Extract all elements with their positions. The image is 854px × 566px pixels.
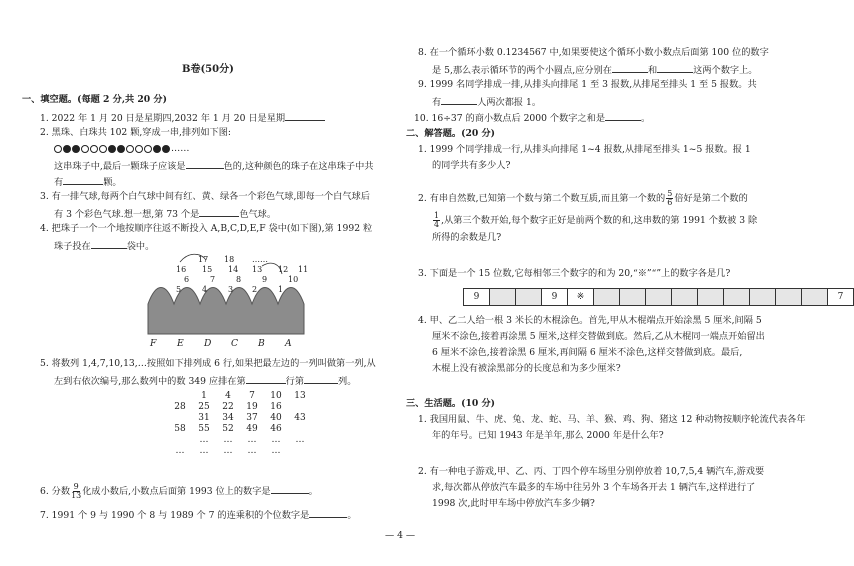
black-bead (162, 145, 170, 153)
table-cell: 40 (270, 413, 282, 423)
q1-5-line2: 左到右依次编号,那么数列中的数 349 应排在第 行第 列。 (54, 376, 357, 387)
figure-number: 15 (202, 265, 213, 274)
table-cell: 25 (198, 402, 210, 412)
figure-number: 10 (288, 275, 299, 284)
digit-box: 9 (541, 288, 568, 306)
digit-box: 7 (827, 288, 854, 306)
table-cell: 16 (270, 402, 282, 412)
table-cell: 58 (174, 424, 186, 434)
section-2-title: 二、解答题。(20 分) (406, 128, 495, 139)
white-bead (135, 145, 143, 153)
digit-box (515, 288, 542, 306)
q2-1-line2: 的同学共有多少人? (432, 160, 511, 171)
q2-2-line1: 2. 有串自然数,已知第一个数与第二个数互质,而且第一个数的 $\frac{5}{6}$ 倍好是第二个数的 (418, 189, 748, 207)
table-cell (288, 424, 312, 435)
bag-label-b: B (258, 338, 265, 349)
q1-8-line2: 是 5,那么表示循环节的两个小圆点,应分别在 和 这两个数字上。 (432, 65, 758, 76)
table-cell: 31 (198, 413, 210, 423)
black-bead (117, 145, 125, 153)
table-cell: … (247, 446, 257, 456)
fifteen-digit-boxes (464, 288, 854, 306)
q2-2-line3: 所得的余数是几? (432, 232, 502, 243)
figure-number: 9 (262, 275, 268, 284)
table-cell: 1 (201, 391, 207, 401)
table-cell: 10 (270, 391, 282, 401)
bag-label-a: A (285, 338, 292, 349)
table-cell: … (175, 446, 185, 456)
table-cell: … (199, 435, 209, 445)
table-cell: … (223, 435, 233, 445)
digit-box (749, 288, 776, 306)
q2-4-line3: 6 厘米不涂色,接着涂黑 6 厘米,再间隔 6 厘米不涂色,这样交替做到底。最后, (432, 347, 743, 358)
q2-3-line1: 3. 下面是一个 15 位数,它每相邻三个数字的和为 20,“※”“”上的数字各是几? (418, 268, 731, 279)
q2-4-line2: 厘米不涂色,接着再涂黑 5 厘米,这样交替做到底。然后,乙从木棍同一端点开始留出 (432, 331, 765, 342)
q2-4-line4: 木棍上没有被涂黑部分的长度总和为多少厘米? (432, 363, 621, 374)
table-row (168, 413, 312, 424)
digit-box (593, 288, 620, 306)
q1-1: 1. 2022 年 1 月 20 日是星期四,2032 年 1 月 20 日是星期 (40, 111, 325, 125)
q1-8-line1: 8. 在一个循环小数 0.1234567 中,如果要使这个循环小数小数点后面第 100 位的数字 (418, 47, 769, 58)
q1-7: 7. 1991 个 9 与 1990 个 8 与 1989 个 7 的连乘积的个位数字是 。 (40, 510, 357, 521)
table-cell: 13 (294, 391, 306, 401)
bead-ellipsis: …… (171, 143, 190, 154)
table-row (168, 446, 312, 457)
bead-sequence (54, 143, 189, 155)
table-cell: … (271, 435, 281, 445)
table-cell: … (295, 435, 305, 445)
q1-2-line2: 这串珠子中,最后一颗珠子应该是 色的,这种颜色的珠子在这串珠子中共 (54, 161, 374, 172)
q1-4-line2: 珠子投在 袋中。 (54, 241, 155, 252)
q3-2-line1: 2. 有一种电子游戏,甲、乙、丙、丁四个停车场里分别停放着 10,7,5,4 辆汽车,游戏要 (418, 466, 765, 477)
digit-box (801, 288, 828, 306)
table-cell: 19 (246, 402, 258, 412)
figure-number: 5 (176, 285, 182, 294)
figure-number: 16 (176, 265, 187, 274)
q1-5-line1: 5. 将数列 1,4,7,10,13,…按照如下排列成 6 行,如果把最左边的一列叫做第一列,从 (40, 358, 376, 369)
black-bead (63, 145, 71, 153)
digit-box (723, 288, 750, 306)
section-1-title: 一、填空题。(每题 2 分,共 20 分) (22, 94, 167, 105)
page-title: B卷(50分) (182, 64, 234, 75)
table-cell: … (271, 446, 281, 456)
digit-box: ※ (567, 288, 594, 306)
bag-label-e: E (177, 338, 184, 349)
figure-number: 13 (252, 265, 263, 274)
q2-2-line2: $\frac{1}{4}$ ,从第三个数开始,每个数字正好是前两个数的和,这串数的第 1991 个数被 3 除 (434, 211, 758, 229)
digit-box (645, 288, 672, 306)
bag-label-f: F (150, 338, 157, 349)
white-bead (90, 145, 98, 153)
figure-number: 8 (236, 275, 242, 284)
q2-4-line1: 4. 甲、乙二人给一根 3 米长的木棍涂色。首先,甲从木棍端点开始涂黑 5 厘米,间隔 5 (418, 315, 762, 326)
table-cell: 46 (270, 424, 282, 434)
white-bead (99, 145, 107, 153)
table-cell (168, 435, 192, 446)
q1-9-line2: 有 人两次都报 1。 (432, 97, 542, 108)
table-cell: 4 (225, 391, 231, 401)
q3-1-line2: 年的年号。已知 1943 年是羊年,那么 2000 年是什么年? (432, 430, 664, 441)
table-row (168, 391, 312, 402)
figure-number: 12 (278, 265, 289, 274)
figure-number: 18 (224, 255, 235, 264)
figure-number: 14 (228, 265, 239, 274)
bag-wave-figure (140, 252, 315, 352)
figure-number: 11 (298, 265, 309, 274)
figure-number: 1 (278, 285, 284, 294)
table-cell: … (223, 446, 233, 456)
white-bead (144, 145, 152, 153)
q1-3-line2: 有 3 个彩色气球.想一想,第 73 个是 色气球。 (54, 209, 277, 220)
table-cell: 22 (222, 402, 234, 412)
section-3-title: 三、生活题。(10 分) (406, 398, 495, 409)
digit-box (489, 288, 516, 306)
q1-2-line3: 有 颗。 (54, 177, 122, 188)
table-cell (168, 391, 192, 402)
white-bead (126, 145, 134, 153)
digit-box (775, 288, 802, 306)
black-bead (108, 145, 116, 153)
q1-10: 10. 16÷37 的商小数点后 2000 个数字之和是 。 (414, 113, 651, 124)
q1-9-line1: 9. 1999 名同学排成一排,从排头向排尾 1 至 3 报数,从排尾至排头 1 至 5 报数。共 (418, 79, 757, 90)
table-row (168, 424, 312, 435)
bag-label-c: C (231, 338, 239, 349)
table-cell: … (247, 435, 257, 445)
page-number: — 4 — (385, 530, 416, 541)
table-cell: 37 (246, 413, 258, 423)
black-bead (72, 145, 80, 153)
digit-box (697, 288, 724, 306)
table-cell: 28 (174, 402, 186, 412)
q1-4-line1: 4. 把珠子一个一个地按顺序往返不断投入 A,B,C,D,E,F 袋中(如下图),第 1992 粒 (40, 223, 373, 234)
figure-number: 2 (252, 285, 258, 294)
table-row (168, 402, 312, 413)
table-cell: … (199, 446, 209, 456)
q2-1-line1: 1. 1999 个同学排成一行,从排头向排尾 1~4 报数,从排尾至排头 1~5 报数。报 1 (418, 144, 751, 155)
q3-1-line1: 1. 我国用鼠、牛、虎、兔、龙、蛇、马、羊、猴、鸡、狗、猪这 12 种动物按顺序轮流代表各年 (418, 414, 806, 425)
q3-2-line3: 1998 次,此时甲车场中停放汽车多少辆? (432, 498, 595, 509)
figure-number: 3 (228, 285, 234, 294)
digit-box (671, 288, 698, 306)
table-cell: 7 (249, 391, 255, 401)
q1-2-text: 2. 黑珠、白珠共 102 颗,穿成一串,排列如下图: (40, 127, 231, 138)
table-cell (168, 413, 192, 424)
figure-number: 6 (184, 275, 190, 284)
table-cell: 34 (222, 413, 234, 423)
q1-3-line1: 3. 有一排气球,每两个白气球中间有红、黄、绿各一个彩色气球,即每一个白气球后 (40, 191, 370, 202)
figure-number: 4 (202, 285, 208, 294)
q3-2-line2: 求,每次都从停放汽车最多的车场中往另外 3 个车场各开去 1 辆汽车,这样进行了 (432, 482, 756, 493)
table-row (168, 435, 312, 446)
figure-number: 7 (210, 275, 216, 284)
table-cell (288, 446, 312, 457)
q1-6: 6. 分数 $\frac{9}{13}$ 化成小数后,小数点后面第 1993 位上的数字是 。 (40, 482, 318, 500)
figure-number: …… (252, 255, 268, 264)
figure-number: 17 (198, 255, 209, 264)
table-cell: 49 (246, 424, 258, 434)
table-cell: 55 (198, 424, 210, 434)
table-cell (288, 402, 312, 413)
digit-box: 9 (463, 288, 490, 306)
digit-box (619, 288, 646, 306)
table-cell: 52 (222, 424, 234, 434)
white-bead (81, 145, 89, 153)
black-bead (153, 145, 161, 153)
white-bead (54, 145, 62, 153)
table-cell: 43 (294, 413, 306, 423)
sequence-table (168, 391, 312, 457)
bag-label-d: D (204, 338, 212, 349)
